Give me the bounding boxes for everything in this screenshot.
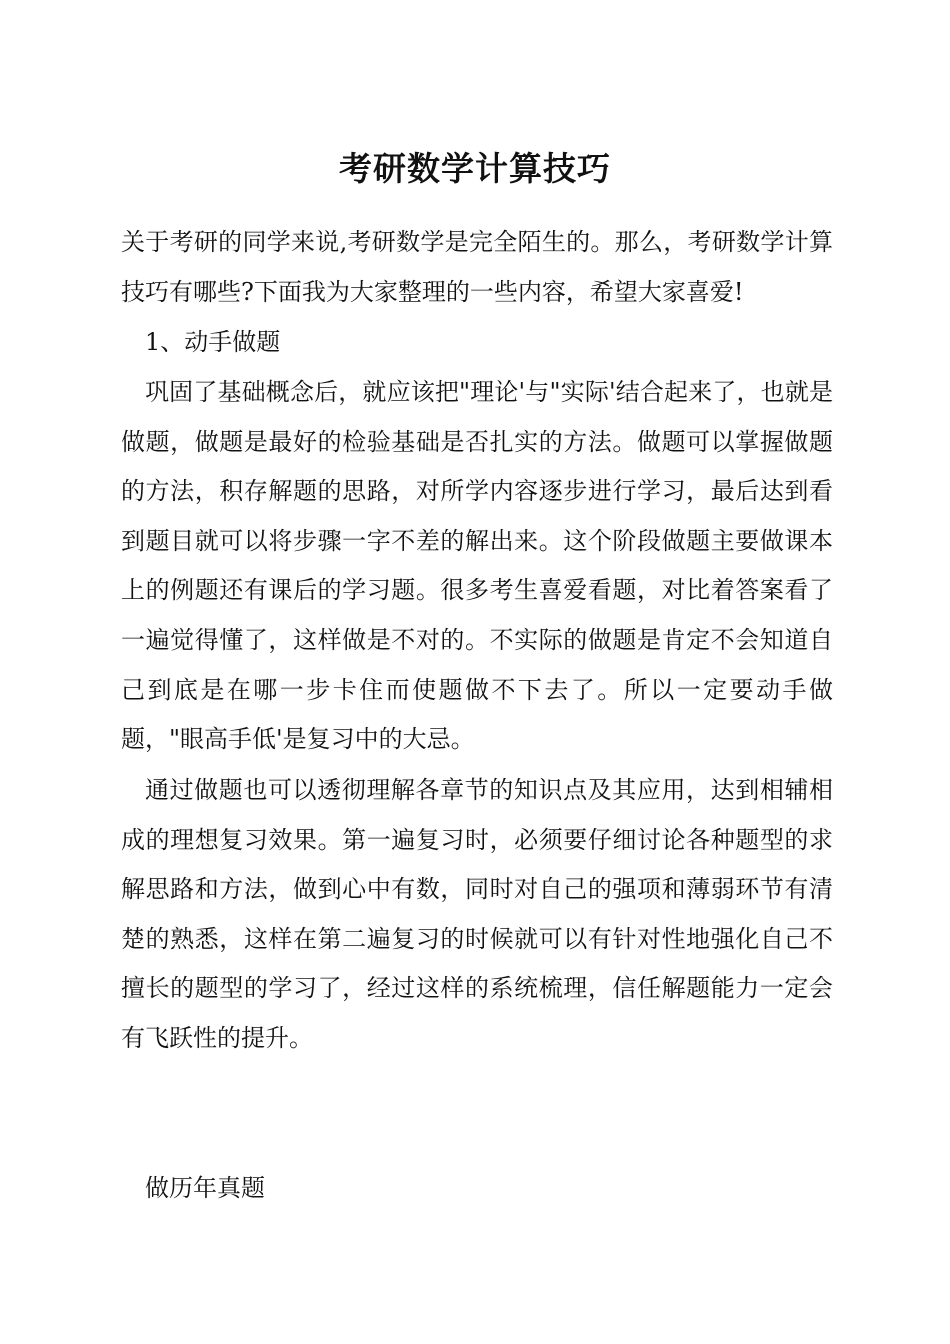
section-heading-2: 做历年真题 xyxy=(145,1174,265,1202)
intro-paragraph: 关于考研的同学来说,考研数学是完全陌生的。那么，考研数学计算技巧有哪些?下面我为大家整理的一些内容，希望大家喜爱! xyxy=(121,228,833,306)
section1-paragraph-2: 通过做题也可以透彻理解各章节的知识点及其应用，达到相辅相成的理想复习效果。第一遍复习时，必须要仔细讨论各种题型的求解思路和方法，做到心中有数，同时对自己的强项和薄弱环节有清楚的熟悉，这样在第二遍复习的时候就可以有针对性地强化自己不擅长的题型的学习了，经过这样的系统梳理，信任解题能力一定会有飞跃性的提升。 xyxy=(121,776,833,1052)
section1-paragraph-1: 巩固了基础概念后，就应该把"理论'与"实际'结合起来了，也就是做题，做题是最好的检验基础是否扎实的方法。做题可以掌握做题的方法，积存解题的思路，对所学内容逐步进行学习，最后达到看到题目就可以将步骤一字不差的解出来。这个阶段做题主要做课本上的例题还有课后的学习题。很多考生喜爱看题，对比着答案看了一遍觉得懂了，这样做是不对的。不实际的做题是肯定不会知道自己到底是在哪一步卡住而使题做不下去了。所以一定要动手做题，"眼高手低'是复习中的大忌。 xyxy=(121,378,833,754)
section-heading-1: 1、动手做题 xyxy=(145,328,281,356)
page-title: 考研数学计算技巧 xyxy=(339,149,611,188)
